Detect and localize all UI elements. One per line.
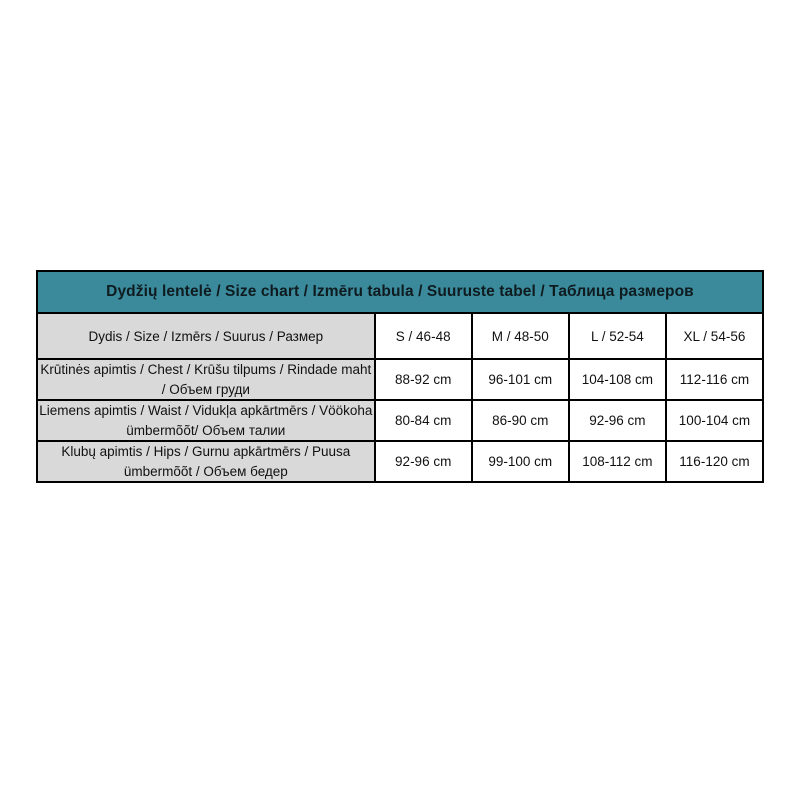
cell-waist-l: 92-96 cm (569, 400, 666, 441)
column-header-size-m: M / 48-50 (472, 313, 569, 359)
table-header-row (37, 313, 763, 359)
size-chart-table (36, 270, 764, 483)
cell-hips-l: 108-112 cm (569, 441, 666, 482)
table-title-row (37, 271, 763, 313)
size-chart-container (36, 270, 764, 483)
cell-chest-l: 104-108 cm (569, 359, 666, 400)
column-header-size-l: L / 52-54 (569, 313, 666, 359)
table-row (37, 359, 763, 400)
cell-waist-m: 86-90 cm (472, 400, 569, 441)
cell-hips-m: 99-100 cm (472, 441, 569, 482)
cell-chest-m: 96-101 cm (472, 359, 569, 400)
column-header-size-s: S / 46-48 (375, 313, 472, 359)
chart-title: Dydžių lentelė / Size chart / Izmēru tabula / Suuruste tabel / Таблица размеров (37, 271, 763, 313)
cell-waist-xl: 100-104 cm (666, 400, 763, 441)
row-header-label: Dydis / Size / Izmērs / Suurus / Размер (37, 313, 375, 359)
row-label-waist: Liemens apimtis / Waist / Vidukļa apkārtmērs / Vöökoha ümbermõõt/ Объем талии (37, 400, 375, 441)
cell-hips-xl: 116-120 cm (666, 441, 763, 482)
row-label-chest: Krūtinės apimtis / Chest / Krūšu tilpums / Rindade maht / Объем груди (37, 359, 375, 400)
column-header-size-xl: XL / 54-56 (666, 313, 763, 359)
cell-waist-s: 80-84 cm (375, 400, 472, 441)
table-row (37, 400, 763, 441)
cell-chest-s: 88-92 cm (375, 359, 472, 400)
cell-hips-s: 92-96 cm (375, 441, 472, 482)
row-label-hips: Klubų apimtis / Hips / Gurnu apkārtmērs / Puusa ümbermõõt / Объем бедер (37, 441, 375, 482)
table-row (37, 441, 763, 482)
cell-chest-xl: 112-116 cm (666, 359, 763, 400)
